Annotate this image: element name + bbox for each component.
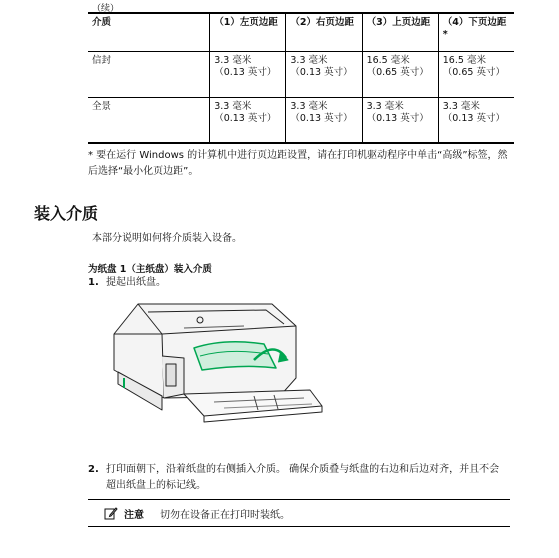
header-bottom-margin: （4）下页边距* <box>438 13 514 51</box>
table-cell: 16.5 毫米（0.65 英寸） <box>362 51 438 97</box>
step-text: 提起出纸盘。 <box>106 277 166 288</box>
margins-table <box>88 12 514 144</box>
step-2 <box>88 462 508 496</box>
printer-tray-illustration <box>104 298 326 430</box>
table-cell: 3.3 毫米（0.13 英寸） <box>362 97 438 143</box>
continued-label: （续） <box>92 4 120 14</box>
header-left-margin: （1）左页边距 <box>210 13 286 51</box>
table-cell: 3.3 毫米（0.13 英寸） <box>210 51 286 97</box>
step-1 <box>88 275 508 293</box>
table-cell: 3.3 毫米（0.13 英寸） <box>286 51 362 97</box>
step-text: 打印面朝下，沿着纸盘的右侧插入介质。 确保介质叠与纸盘的右边和后边对齐，并且不会超出纸盘上的标记线。 <box>106 464 500 491</box>
procedure-heading: 为纸盘 1（主纸盘）装入介质 <box>88 264 212 275</box>
table-row <box>88 51 514 97</box>
header-right-margin: （2）右页边距 <box>286 13 362 51</box>
step-number: 2. <box>88 464 99 475</box>
section-intro: 本部分说明如何将介质装入设备。 <box>92 233 242 244</box>
table-cell: 3.3 毫米（0.13 英寸） <box>438 97 514 143</box>
table-cell: 全景 <box>88 97 210 143</box>
section-title: 装入介质 <box>34 204 99 223</box>
step-number: 1. <box>88 277 99 288</box>
note-pencil-icon <box>104 505 118 524</box>
footnote: * 要在运行 Windows 的计算机中进行页边距设置，请在打印机驱动程序中单击“高级”标签，然后选择“最小化页边距”。 <box>88 150 508 177</box>
table-header-row <box>88 13 514 51</box>
header-media: 介质 <box>88 13 210 51</box>
table-row <box>88 97 514 143</box>
note-box <box>88 499 510 527</box>
note-text: 切勿在设备正在打印时装纸。 <box>160 510 290 521</box>
table-cell: 16.5 毫米（0.65 英寸） <box>438 51 514 97</box>
table-cell: 信封 <box>88 51 210 97</box>
note-label: 注意 <box>124 510 144 521</box>
table-cell: 3.3 毫米（0.13 英寸） <box>286 97 362 143</box>
table-cell: 3.3 毫米（0.13 英寸） <box>210 97 286 143</box>
header-top-margin: （3）上页边距 <box>362 13 438 51</box>
